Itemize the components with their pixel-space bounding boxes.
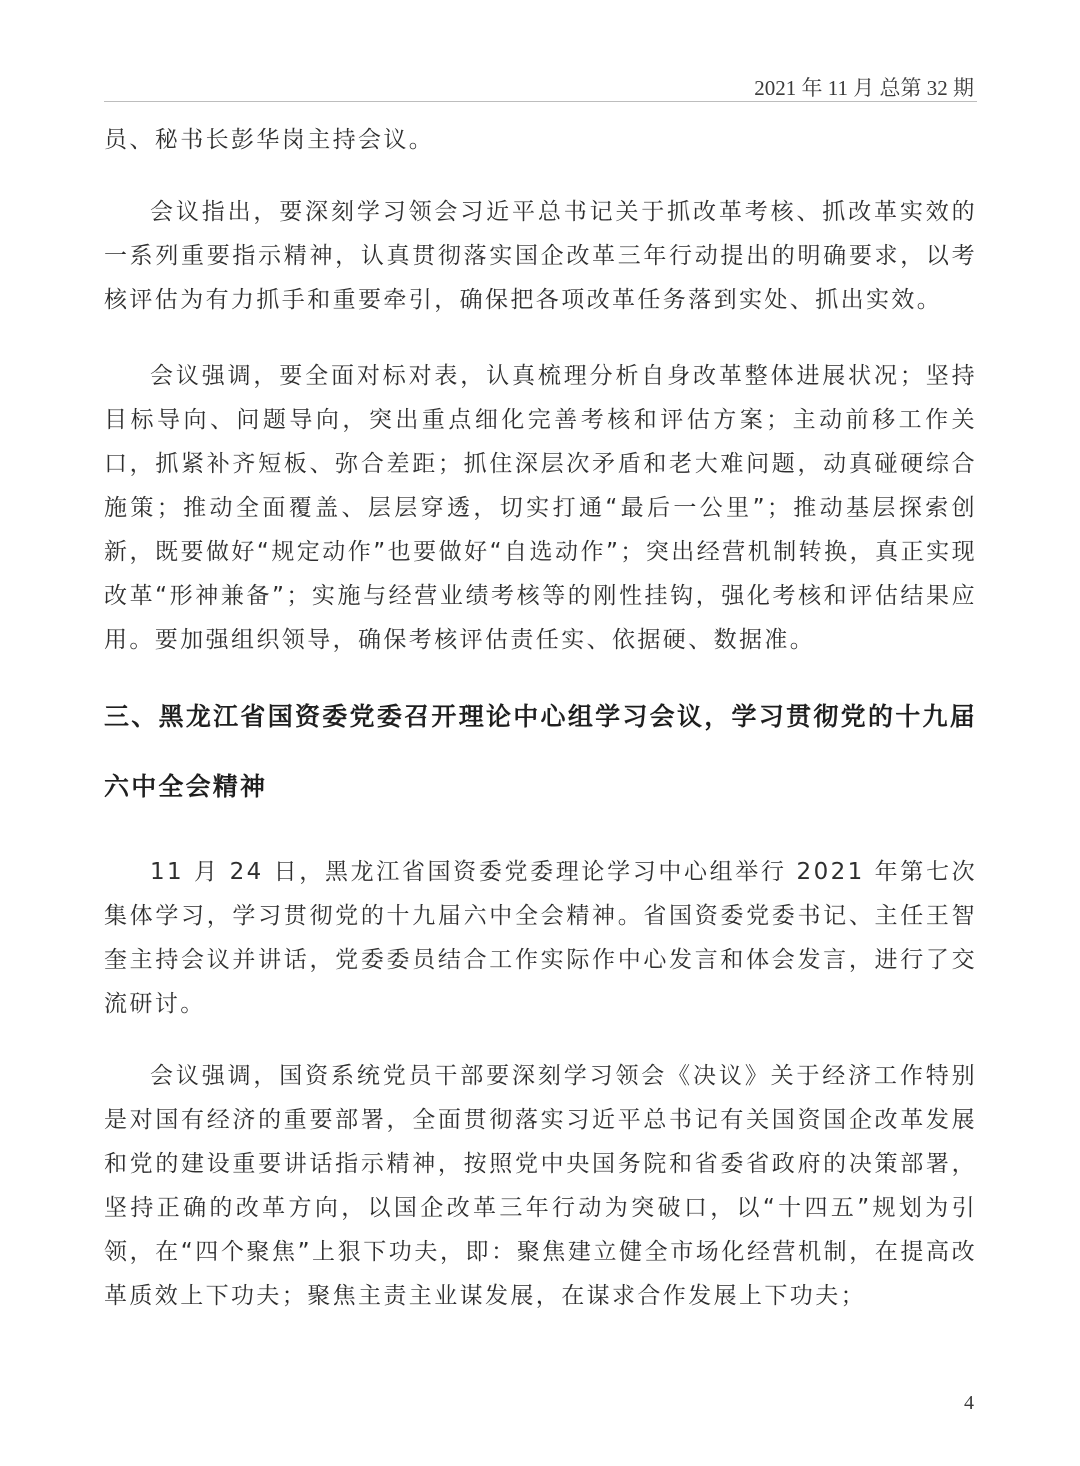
header-issue: 2021 年 11 月 总第 32 期 (754, 76, 974, 100)
header-divider (104, 101, 977, 102)
document-body (104, 118, 977, 1318)
paragraph-continuation: 员、秘书长彭华岗主持会议。 (104, 127, 435, 153)
page-number: 4 (964, 1392, 974, 1414)
section-heading: 三、黑龙江省国资委党委召开理论中心组学习会议，学习贯彻党的十九届六中全会精神 (104, 702, 977, 801)
paragraph-meeting-points: 会议指出，要深刻学习领会习近平总书记关于抓改革考核、抓改革实效的一系列重要指示精神，认真贯彻落实国企改革三年行动提出的明确要求，以考核评估为有力抓手和重要牵引，确保把各项改革任务落到实处、抓出实效。 (104, 199, 977, 313)
paragraph-meeting-emphasis: 会议强调，要全面对标对表，认真梳理分析自身改革整体进展状况；坚持目标导向、问题导向，突出重点细化完善考核和评估方案；主动前移工作关口，抓紧补齐短板、弥合差距；抓住深层次矛盾和老大难问题，动真碰硬综合施策；推动全面覆盖、层层穿透，切实打通“最后一公里”；推动基层探索创新，既要做好“规定动作”也要做好“自选动作”；突出经营机制转换，真正实现改革“形神兼备”；实施与经营业绩考核等的刚性挂钩，强化考核和评估结果应用。要加强组织领导，确保考核评估责任实、依据硬、数据准。 (104, 363, 977, 653)
paragraph-study-session: 11 月 24 日，黑龙江省国资委党委理论学习中心组举行 2021 年第七次集体学习，学习贯彻党的十九届六中全会精神。省国资委党委书记、主任王智奎主持会议并讲话，党委委员结合工作实际作中心发言和体会发言，进行了交流研讨。 (104, 859, 977, 1017)
paragraph-study-emphasis: 会议强调，国资系统党员干部要深刻学习领会《决议》关于经济工作特别是对国有经济的重要部署，全面贯彻落实习近平总书记有关国资国企改革发展和党的建设重要讲话指示精神，按照党中央国务院和省委省政府的决策部署，坚持正确的改革方向，以国企改革三年行动为突破口，以“十四五”规划为引领，在“四个聚焦”上狠下功夫，即：聚焦建立健全市场化经营机制，在提高改革质效上下功夫；聚焦主责主业谋发展，在谋求合作发展上下功夫； (104, 1063, 977, 1309)
